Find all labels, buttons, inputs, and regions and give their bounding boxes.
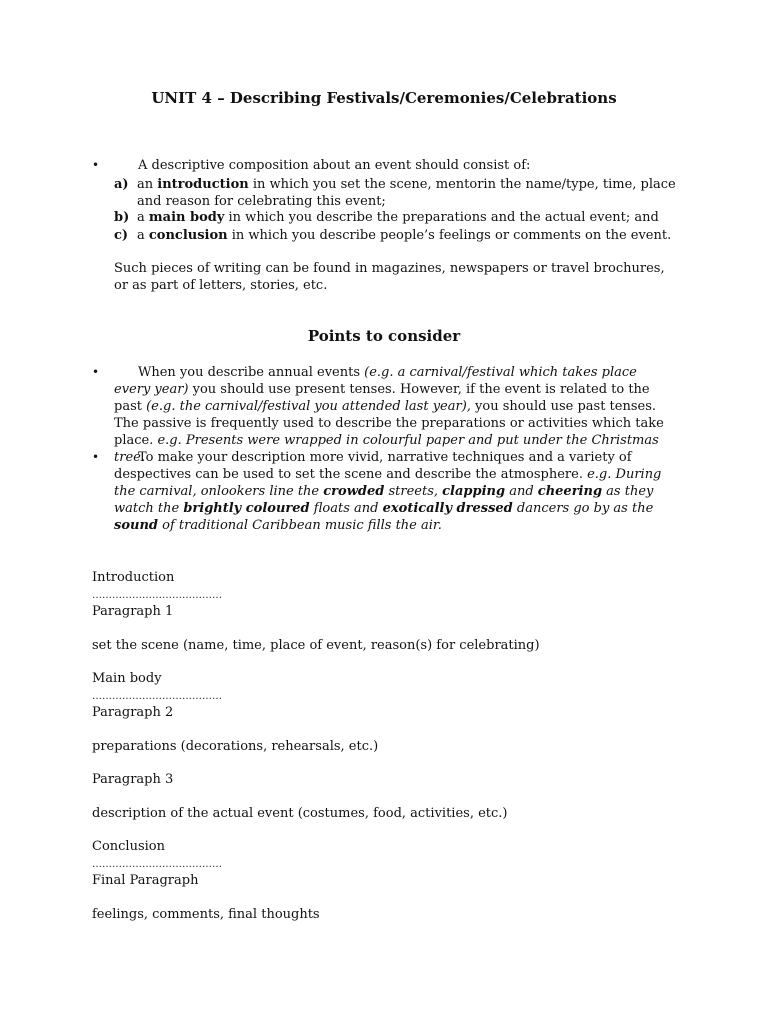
outline-paragraph-1: Paragraph 1 xyxy=(92,604,174,619)
item-text: a main body in which you describe the preparations and the actual event; and xyxy=(137,210,659,225)
dotted-line: ………………………………… xyxy=(92,590,222,601)
such-paragraph: Such pieces of writing can be found in magazines, newspapers or travel brochures, or as part of letters, stories, etc. xyxy=(114,261,665,293)
list-item xyxy=(114,209,679,226)
item-label: a) xyxy=(114,177,129,192)
outline-final-desc: feelings, comments, final thoughts xyxy=(92,907,320,922)
item-label: c) xyxy=(114,228,129,243)
outline-paragraph-3-desc: description of the actual event (costumes, food, activities, etc.) xyxy=(92,806,508,821)
outline-introduction: Introduction xyxy=(92,570,175,585)
point-2-paragraph: To make your description more vivid, narrative techniques and a variety of despectives can be used to set the scene and describe the atmosphere. e.g. During the carnival, onlookers line the crowded streets, clapping and cheering as they watch the brightly coloured floats and exotically dressed dancers go by as the sound of traditional Caribbean music fills the air. xyxy=(114,450,662,533)
outline-conclusion: Conclusion xyxy=(92,839,165,854)
bullet-icon: • xyxy=(92,158,100,172)
item-text: a conclusion in which you describe people’s feelings or comments on the event. xyxy=(137,228,672,243)
bullet-icon: • xyxy=(92,450,100,464)
item-label: b) xyxy=(114,210,130,225)
point-1-paragraph: When you describe annual events (e.g. a carnival/festival which takes place every year) you should use present tenses. However, if the event is related to the past (e.g. the carnival/festival you attended last year), you should use past tenses. The passive is frequently used to describe the preparations or activities which take place. e.g. Presents were wrapped in colourful paper and put under the Christmas tree. xyxy=(114,365,664,465)
item-text: an introduction in which you set the scene, mentorin the name/type, time, place and reason for celebrating this event; xyxy=(137,177,676,209)
bullet-icon: • xyxy=(92,365,100,379)
outline-paragraph-2-desc: preparations (decorations, rehearsals, etc.) xyxy=(92,739,379,754)
points-heading: Points to consider xyxy=(307,327,461,345)
list-item xyxy=(114,227,679,244)
dotted-line: ………………………………… xyxy=(92,691,222,702)
outline-paragraph-2: Paragraph 2 xyxy=(92,705,174,720)
list-item xyxy=(114,176,679,210)
intro-text: A descriptive composition about an event should consist of: xyxy=(138,158,531,173)
outline-paragraph-3: Paragraph 3 xyxy=(92,772,174,787)
outline-paragraph-1-desc: set the scene (name, time, place of event, reason(s) for celebrating) xyxy=(92,638,540,653)
dotted-line: ………………………………… xyxy=(92,859,222,870)
page-title: UNIT 4 – Describing Festivals/Ceremonies/Celebrations xyxy=(151,89,617,107)
outline-final-paragraph: Final Paragraph xyxy=(92,873,199,888)
outline-main-body: Main body xyxy=(92,671,162,686)
